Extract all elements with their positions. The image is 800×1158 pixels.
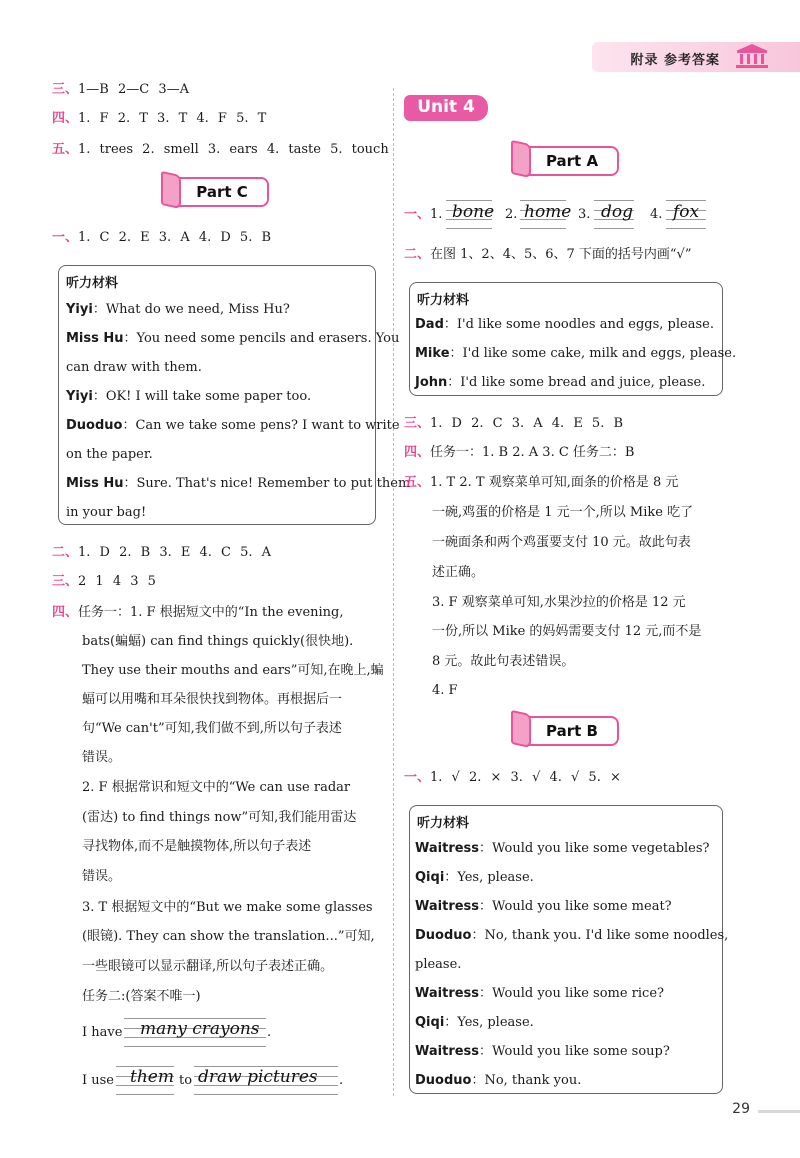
answer-line: 三、1—B 2—C 3—A [52,82,189,97]
handwritten-word: dog [601,202,633,222]
dialog-line: Mike：I'd like some cake, milk and eggs, please. [415,346,737,361]
writing-rule [116,1094,174,1095]
answer-line: 四、任务一：1. B 2. A 3. C 任务二：B [404,445,635,460]
explanation-line: 一些眼镜可以显示翻译,所以句子表述正确。 [82,959,334,974]
explanation-line: 8 元。故此句表述错误。 [432,654,575,669]
part-a-badge: Part A [515,146,619,176]
explanation-line: 错误。 [82,869,122,884]
answer-line: 一、1. C 2. E 3. A 4. D 5. B [52,230,272,245]
answer-line: 一、1. √ 2. × 3. √ 4. √ 5. × [404,770,621,785]
column-divider [393,88,394,1096]
answer-line: 二、1. D 2. B 3. E 4. C 5. A [52,545,272,560]
writing-rule [666,200,706,201]
part-b-badge: Part B [515,716,619,746]
page-number: 29 [732,1101,750,1117]
listening-box [409,805,729,1094]
writing-rule [446,200,492,201]
dialog-line: Waitress：Would you like some rice? [415,986,664,1001]
dialog-line: Waitress：Would you like some meat? [415,899,672,914]
answer-line: 三、2 1 4 3 5 [52,574,156,589]
dialog-line: Duoduo：Can we take some pens? I want to write [66,418,400,433]
box-title: 听力材料 [417,816,470,831]
listening-box [58,265,411,525]
listening-box [409,282,737,396]
explanation-line: 3. T 根据短文中的“But we make some glasses [82,900,373,915]
handwritten-word: home [524,202,572,222]
dialog-line: Dad：I'd like some noodles and eggs, please. [415,317,714,332]
writing-rule [520,200,566,201]
dialog-line: in your bag! [66,505,147,520]
dialog-line: Waitress：Would you like some vegetables? [415,841,710,856]
handwritten-word: fox [673,202,700,222]
dialog-line: can draw with them. [66,360,202,375]
explanation-line: (眼镜). They can show the translation...”可知, [82,929,375,944]
page-number-rule [758,1110,800,1113]
sentence-mid: to [179,1073,193,1088]
dialog-line: Waitress：Would you like some soup? [415,1044,670,1059]
explanation-line: 任务二:(答案不唯一) [82,989,201,1004]
answer-line: 五、1. T 2. T 观察菜单可知,面条的价格是 8 元 [404,475,679,490]
sentence-prefix: I have [82,1025,123,1040]
answer-line: 三、1. D 2. C 3. A 4. E 5. B [404,416,624,431]
unit-badge: Unit 4 [404,95,488,121]
explanation-line: 寻找物体,而不是触摸物体,所以句子表述 [82,839,312,854]
dialog-line: Duoduo：No, thank you. I'd like some noodles, [415,928,729,943]
writing-rule [594,200,634,201]
dialog-line: Yiyi：What do we need, Miss Hu? [66,302,290,317]
writing-rule [666,228,706,229]
dialog-line: Yiyi：OK! I will take some paper too. [66,389,312,404]
handwritten-answer: draw pictures [198,1067,318,1087]
explanation-line: 一份,所以 Mike 的妈妈需要支付 12 元,而不是 [432,624,702,639]
handwritten-answer: many crayons [140,1019,260,1039]
sentence-suffix: . [267,1025,272,1040]
explanation-line: (雷达) to find things now”可知,我们能用雷达 [82,810,357,825]
dialog-line: Miss Hu：Sure. That's nice! Remember to put them [66,476,411,491]
dialog-line: on the paper. [66,447,153,462]
answer-line: 四、任务一：1. F 根据短文中的“In the evening, [52,605,344,620]
item-number: 3. [578,207,591,222]
box-title: 听力材料 [417,293,470,308]
box-title: 听力材料 [66,276,119,291]
sentence-prefix: I use [82,1073,115,1088]
item-number: 2. [505,207,518,222]
explanation-line: 一碗,鸡蛋的价格是 1 元一个,所以 Mike 吃了 [432,505,694,520]
writing-rule [124,1046,266,1047]
answer-line: 四、1. F 2. T 3. T 4. F 5. T [52,111,267,126]
explanation-line: bats(蝙蝠) can find things quickly(很快地). [82,634,354,649]
dialog-line: Duoduo：No, thank you. [415,1073,582,1088]
dialog-line: Qiqi：Yes, please. [415,1015,534,1030]
explanation-line: 蝠可以用嘴和耳朵很快找到物体。再根据后一 [82,692,343,707]
explanation-line: 2. F 根据常识和短文中的“We can use radar [82,780,351,795]
writing-rule [594,228,634,229]
explanation-line: 3. F 观察菜单可知,水果沙拉的价格是 12 元 [432,595,686,610]
dialog-line: please. [415,957,462,972]
explanation-line: They use their mouths and ears”可知,在晚上,蝙 [82,663,384,678]
dialog-line: John：I'd like some bread and juice, please. [415,375,706,390]
library-icon [732,42,772,70]
sentence-suffix: . [339,1073,344,1088]
dialog-line: Qiqi：Yes, please. [415,870,534,885]
handwritten-word: bone [452,202,495,222]
explanation-line: 句“We can't”可知,我们做不到,所以句子表述 [82,721,342,736]
part-c-badge: Part C [165,177,269,207]
dialog-line: Miss Hu：You need some pencils and erasers. You [66,331,400,346]
answer-line: 一、1. [404,207,443,222]
explanation-line: 4. F [432,683,458,698]
header-title: 附录 参考答案 [630,53,720,68]
writing-rule [446,228,492,229]
writing-rule [194,1094,338,1095]
writing-rule [520,228,566,229]
explanation-line: 一碗面条和两个鸡蛋要支付 10 元。故此句表 [432,535,691,550]
explanation-line: 述正确。 [432,565,485,580]
item-number: 4. [650,207,663,222]
answer-line: 二、在图 1、2、4、5、6、7 下面的括号内画“√” [404,247,692,262]
explanation-line: 错误。 [82,750,122,765]
answer-line: 五、1. trees 2. smell 3. ears 4. taste 5. touch [52,142,389,157]
handwritten-answer: them [130,1067,174,1087]
